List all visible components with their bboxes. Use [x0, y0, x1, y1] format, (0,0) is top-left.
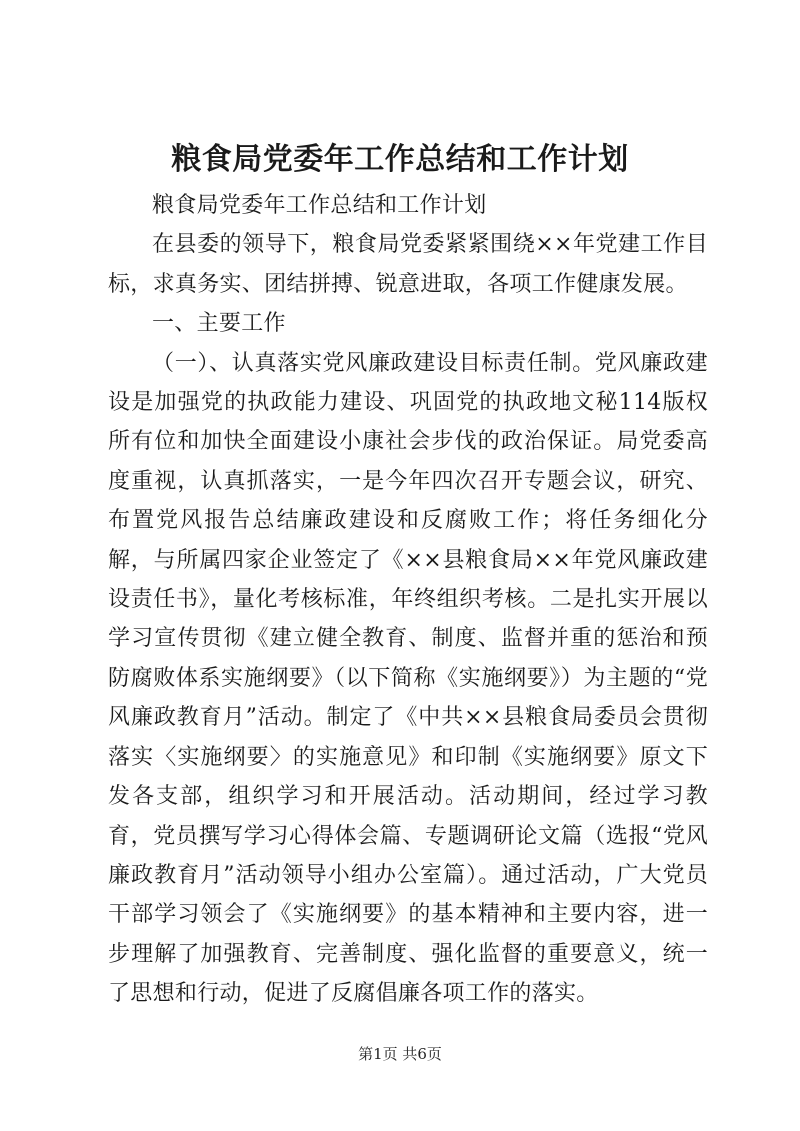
section-heading: 一、主要工作 [152, 311, 286, 337]
paragraph-intro: 在县委的领导下，粮食局党委紧紧围绕××年党建工作目标，求真务实、团结拼搏、锐意进取，各项工作健康发展。 [108, 232, 708, 297]
page-footer [0, 1044, 800, 1064]
paragraph-subtitle: 粮食局党委年工作总结和工作计划 [152, 193, 487, 218]
document-body [108, 186, 708, 1014]
page-number-label: 第1页 共6页 [358, 1045, 442, 1063]
page-title: 粮食局党委年工作总结和工作计划 [171, 142, 629, 177]
paragraph-section-1: （一）、认真落实党风廉政建设目标责任制。党风廉政建设是加强党的执政能力建设、巩固党的执政地文秘114版权所有位和加快全面建设小康社会步伐的政治保证。局党委高度重视，认真抓落实，一是今年四次召开专题会议，研究、布置党风报告总结廉政建设和反腐败工作；将任务细化分解，与所属四家企业签定了《××县粮食局××年党风廉政建设责任书》，量化考核标准，年终组织考核。二是扎实开展以学习宣传贯彻《建立健全教育、制度、监督并重的惩治和预防腐败体系实施纲要》（以下简称《实施纲要》）为主题的“党风廉政教育月”活动。制定了《中共××县粮食局委员会贯彻落实〈实施纲要〉的实施意见》和印制《实施纲要》原文下发各支部，组织学习和开展活动。活动期间，经过学习教育，党员撰写学习心得体会篇、专题调研论文篇（选报“党风廉政教育月”活动领导小组办公室篇）。通过活动，广大党员干部学习领会了《实施纲要》的基本精神和主要内容，进一步理解了加强教育、完善制度、强化监督的重要意义，统一了思想和行动，促进了反腐倡廉各项工作的落实。 [108, 350, 708, 1007]
